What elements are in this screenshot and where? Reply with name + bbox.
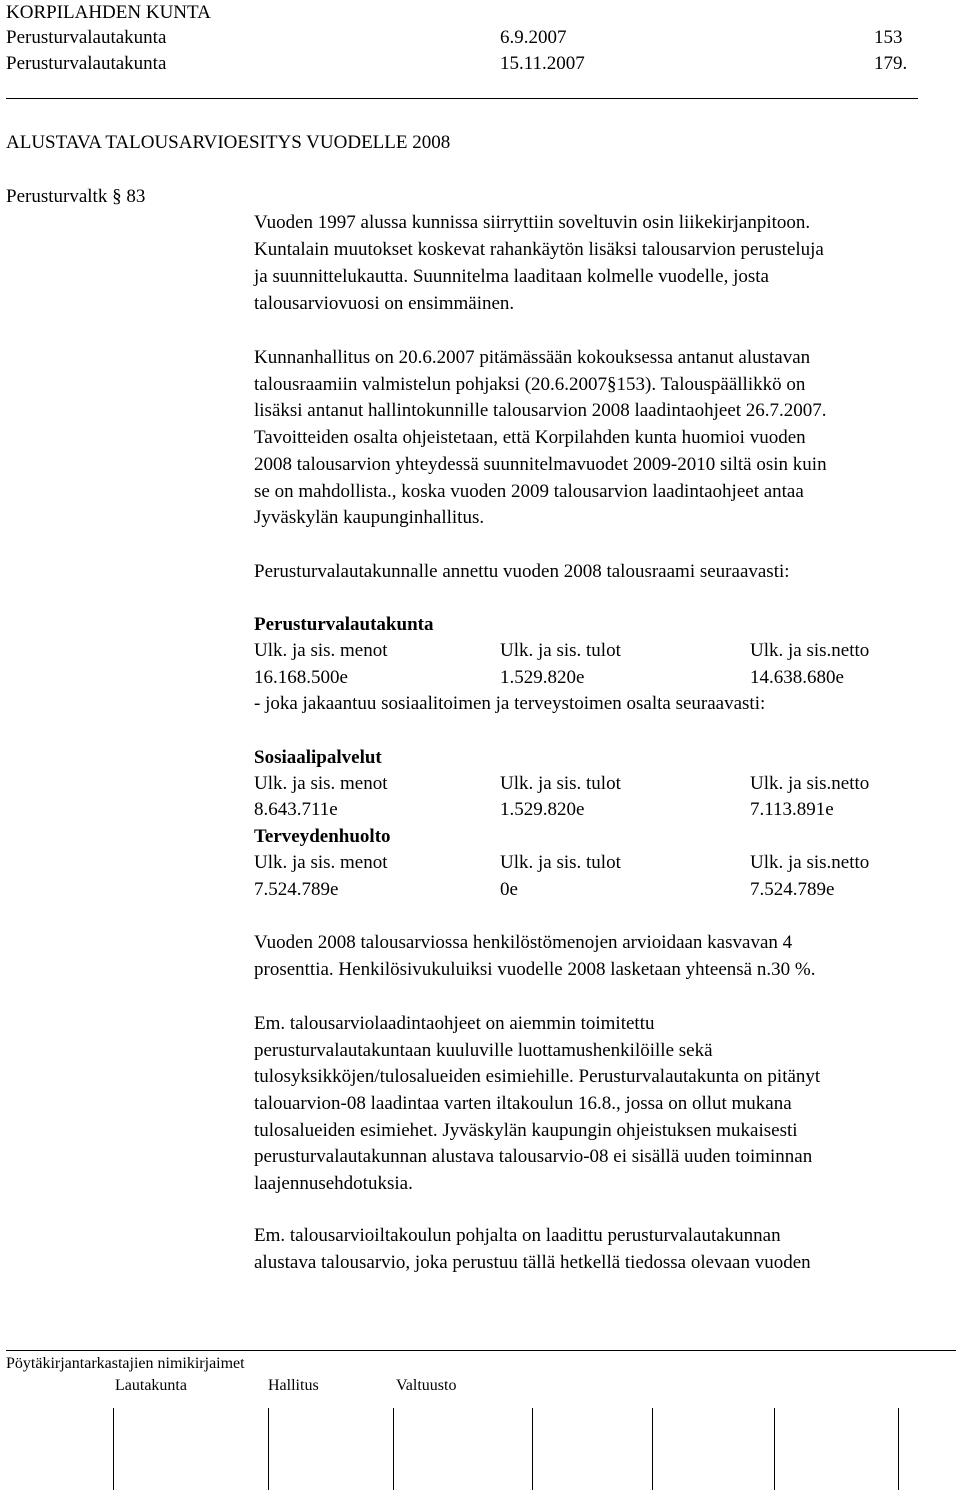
section-reference: Perusturvaltk § 83 [6,186,146,207]
paragraph-5-line: tulosyksikköjen/tulosalueiden esimiehille. Perusturvalautakunta on pitänyt [254,1066,821,1087]
paragraph-4-line: prosenttia. Henkilösivukuluiksi vuodelle 2008 lasketaan yhteensä n.30 %. [254,959,816,980]
paragraph-1-line: ja suunnittelukautta. Suunnitelma laaditaan kolmelle vuodelle, josta [254,266,769,287]
paragraph-5-line: tulosalueiden esimiehet. Jyväskylän kaupungin ohjeistuksen mukaisesti [254,1120,798,1141]
budget-health-net: 7.524.789e [750,879,835,900]
budget-total-header-net: Ulk. ja sis.netto [750,640,870,661]
paragraph-1-line: Vuoden 1997 alussa kunnissa siirryttiin soveltuvin osin liikekirjanpitoon. [254,212,811,233]
budget-health-title: Terveydenhuolto [254,826,391,847]
footer-divider [6,1350,956,1351]
initials-box-divider [393,1408,394,1490]
budget-total-expenses: 16.168.500e [254,667,348,688]
paragraph-1-line: Kuntalain muutokset koskevat rahankäytön lisäksi talousarvion perusteluja [254,239,824,260]
document-title: ALUSTAVA TALOUSARVIOESITYS VUODELLE 2008 [6,132,451,153]
footer-box-label-government: Hallitus [268,1377,319,1394]
budget-social-net: 7.113.891e [750,799,834,820]
initials-box-divider [898,1408,899,1490]
initials-box-divider [774,1408,775,1490]
municipality-name: KORPILAHDEN KUNTA [6,2,211,23]
footer-box-label-board: Lautakunta [115,1377,187,1394]
budget-health-header-expenses: Ulk. ja sis. menot [254,852,388,873]
header-ref-1-date: 6.9.2007 [500,27,567,48]
paragraph-5-line: perusturvalautakunnan alustava talousarvio-08 ei sisällä uuden toiminnan [254,1146,813,1167]
budget-social-header-net: Ulk. ja sis.netto [750,773,870,794]
budget-total-income: 1.529.820e [500,667,585,688]
budget-split-note: - joka jakaantuu sosiaalitoimen ja terveystoimen osalta seuraavasti: [254,693,766,714]
budget-social-income: 1.529.820e [500,799,585,820]
paragraph-4-line: Vuoden 2008 talousarviossa henkilöstömenojen arvioidaan kasvavan 4 [254,932,793,953]
header-ref-2-date: 15.11.2007 [500,53,585,74]
header-ref-1-body: Perusturvalautakunta [6,27,167,48]
header-ref-2-body: Perusturvalautakunta [6,53,167,74]
footer-box-label-council: Valtuusto [396,1377,457,1394]
paragraph-2-line: lisäksi antanut hallintokunnille talousarvion 2008 laadintaohjeet 26.7.2007. [254,400,827,421]
budget-social-title: Sosiaalipalvelut [254,747,382,768]
paragraph-2-line: talousraamiin valmistelun pohjaksi (20.6.2007§153). Talouspäällikkö on [254,374,806,395]
paragraph-3: Perusturvalautakunnalle annettu vuoden 2008 talousraami seuraavasti: [254,561,790,582]
initials-label: Pöytäkirjantarkastajien nimikirjaimet [6,1355,245,1372]
paragraph-5-line: talouarvion-08 laadintaa varten iltakoulun 16.8., jossa on ollut mukana [254,1093,792,1114]
initials-box-divider [113,1408,114,1490]
paragraph-2-line: Kunnanhallitus on 20.6.2007 pitämässään kokouksessa antanut alustavan [254,347,811,368]
budget-social-expenses: 8.643.711e [254,799,338,820]
paragraph-6-line: alustava talousarvio, joka perustuu tällä hetkellä tiedossa olevaan vuoden [254,1252,811,1273]
paragraph-2-line: Tavoitteiden osalta ohjeistetaan, että Korpilahden kunta huomioi vuoden [254,427,806,448]
initials-box-divider [652,1408,653,1490]
budget-total-title: Perusturvalautakunta [254,614,434,635]
paragraph-1-line: talousarviovuosi on ensimmäinen. [254,293,515,314]
initials-box-divider [268,1408,269,1490]
budget-social-header-income: Ulk. ja sis. tulot [500,773,621,794]
budget-health-income: 0e [500,879,518,900]
budget-health-header-net: Ulk. ja sis.netto [750,852,870,873]
initials-box-divider [532,1408,533,1490]
budget-health-header-income: Ulk. ja sis. tulot [500,852,621,873]
paragraph-2-line: 2008 talousarvion yhteydessä suunnitelmavuodet 2009-2010 siltä osin kuin [254,454,827,475]
paragraph-5-line: Em. talousarviolaadintaohjeet on aiemmin toimitettu [254,1013,655,1034]
paragraph-2-line: Jyväskylän kaupunginhallitus. [254,507,485,528]
header-ref-1-number: 153 [874,27,903,48]
budget-health-expenses: 7.524.789e [254,879,339,900]
paragraph-2-line: se on mahdollista., koska vuoden 2009 talousarvion laadintaohjeet antaa [254,481,804,502]
budget-social-header-expenses: Ulk. ja sis. menot [254,773,388,794]
header-divider [6,98,918,99]
budget-total-header-expenses: Ulk. ja sis. menot [254,640,388,661]
budget-total-header-income: Ulk. ja sis. tulot [500,640,621,661]
paragraph-6-line: Em. talousarvioiltakoulun pohjalta on laadittu perusturvalautakunnan [254,1225,781,1246]
header-ref-2-number: 179. [874,53,908,74]
paragraph-5-line: laajennusehdotuksia. [254,1173,413,1194]
budget-total-net: 14.638.680e [750,667,844,688]
paragraph-5-line: perusturvalautakuntaan kuuluville luottamushenkilöille sekä [254,1040,713,1061]
